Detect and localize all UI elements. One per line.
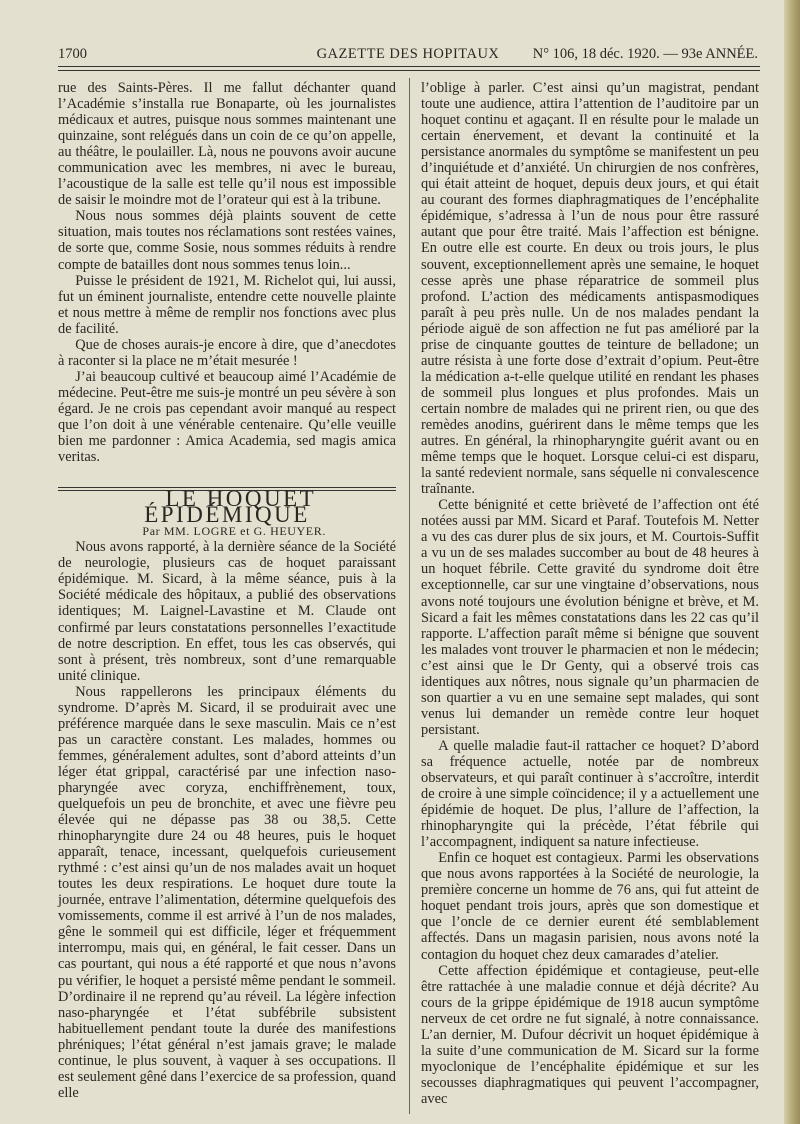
paragraph: Nous avons rapporté, à la dernière séance de la Société de neurologie, plusieurs cas de hoquet paraissant épidémique. M. Sicard, à la même séance, puis à la Société médicale des hôpitaux, a publié des observations identiques; M. Laignel-Lavastine et M. Claude ont confirmé par leurs constatations personnelles l’exactitude de notre description. En effet, tous les cas observés, qui sont à présent, très nombreux, sont d’une remarquable unité clinique. <box>58 539 396 684</box>
paragraph: Cette bénignité et cette brièveté de l’affection ont été notées aussi par MM. Sicard et Paraf. Toutefois M. Netter a vu des cas durer plus de six jours, et M. Courtois-Suffit a vu un de ses malades succomber au bout de 48 heures à un hoquet fébrile. Cette gravité du syndrome doit être exceptionnelle, car sur une vingtaine d’observations, nous avons noté toujours une évolution bénigne et brève, et M. Sicard a fait les mêmes constatations dans les 22 cas qu’il rapporte. L’affection paraît même si bénigne que souvent les malades vont trouver le pharmacien et non le médecin; c’est ainsi que le Dr Genty, qui a observé trois cas identiques aux nôtres, nous signale qu’un pharmacien de son quartier a vu en une semaine sept malades, qui sont venus lui demander un remède contre leur hoquet persistant. <box>421 497 759 738</box>
right-column <box>421 80 759 1107</box>
issue-info: N° 106, 18 déc. 1920. — 93e ANNÉE. <box>532 46 758 62</box>
paragraph: Enfin ce hoquet est contagieux. Parmi les observations que nous avons rapportées à la Société de neurologie, la première concerne un homme de 76 ans, qui fut atteint de hoquet pendant trois jours, après que son domestique et que l’oncle de ce dernier eurent été semblablement affectés. Dans un magasin parisien, nous avons noté la contagion du hoquet chez deux camarades d’atelier. <box>421 850 759 963</box>
paragraph: Nous rappellerons les principaux éléments du syndrome. D’après M. Sicard, il se produirait avec une préférence marquée dans le sexe masculin. Mais ce n’est pas un caractère constant. Les malades, hommes ou femmes, généralement adultes, sont d’abord atteints d’un léger état grippal, caractérisé par une infection naso-pharyngée avec coryza, enchiffrènement, toux, quelquefois un peu de bronchite, et avec une fièvre peu élevée qui ne dépasse pas 38 ou 38,5. Cette rhinopharyngite dure 24 ou 48 heures, puis le hoquet apparaît, tenace, incessant, quelquefois curieusement rythmé : c’est ainsi qu’un de nos malades avait un hoquet toutes les deux respirations. Le hoquet dure toute la journée, entrave l’alimentation, détermine quelquefois des vomissements, comme il est arrivé à l’un de nos malades, gêne le sommeil qui est difficile, léger et fréquemment interrompu, mais qui, en général, le fait cesser. Dans un cas pourtant, qui nous a été rapporté et que nous n’avons pu vérifier, le hoquet a persisté même pendant le sommeil. D’ordinaire il ne reprend qu’au réveil. La légère infection naso-pharyngée et l’état subfébrile subsistent habituellement pendant toute la durée des manifestions phréniques; l’état général n’est jamais grave; le malade continue, le plus souvent, à vaquer à ses occupations. Il est seulement gêné dans l’exercice de sa profession, quand elle <box>58 683 396 1101</box>
paragraph: J’ai beaucoup cultivé et beaucoup aimé l’Académie de médecine. Peut-être me suis-je montré un peu sévère à son égard. Je ne crois pas cependant avoir manqué au respect que l’on doit à une vénérable centenaire. Qu’elle veuille bien me pardonner : Amica Academia, sed magis amica veritas. <box>58 368 396 466</box>
header-rule <box>58 66 760 67</box>
paragraph: A quelle maladie faut-il rattacher ce hoquet? D’abord sa fréquence actuelle, notée par de nombreux observateurs, et qui paraît continuer à s’accroître, interdit de croire à une simple coïncidence; il y a actuellement une épidémie de hoquet. De plus, l’allure de l’affection, la rhinopharyngite qui la précède, l’état fébrile qui l’accompagnent, indiquent sa nature infectieuse. <box>421 737 759 851</box>
paragraph: Puisse le président de 1921, M. Richelot qui, lui aussi, fut un éminent journaliste, entendre cette nouvelle plainte et nous mettre à même de remplir nos fonctions avec plus de facilité. <box>58 272 396 337</box>
article-title: LE HOQUET ÉPIDÉMIQUE <box>144 486 317 528</box>
paragraph: Nous nous sommes déjà plaints souvent de cette situation, mais toutes nos réclamations sont restées vaines, de sorte que, comme Sosie, nous sommes réduits à rendre compte de batailles dont nous sommes tenus loin... <box>58 208 396 273</box>
page-header <box>58 44 758 66</box>
paragraph: rue des Saints-Pères. Il me fallut déchanter quand l’Académie s’installa rue Bonaparte, où les journalistes médicaux et autres, puisque nous sommes maintenant une quinzaine, sont relégués dans un coin de ce qu’on appelle, au théâtre, le poulailler. Là, nous ne pouvons avoir aucune communication avec les membres, ni avec le bureau, l’acoustique de la salle est telle qu’il nous est impossible de saisir le moindre mot de l’orateur qui est à la tribune. <box>58 80 396 209</box>
page-number: 1700 <box>58 46 87 62</box>
paragraph: Que de choses aurais-je encore à dire, que d’anecdotes à raconter si la place ne m’était mesurée ! <box>58 336 396 369</box>
page-edge <box>784 0 800 1124</box>
paragraph: Cette affection épidémique et contagieuse, peut-elle être rattachée à une maladie connue et déjà décrite? Au cours de la grippe épidémique de 1918 aucun symptôme nerveux de cet ordre ne fut signalé, à notre connaissance. L’an dernier, M. Dufour décrivit un hoquet épidémique à la suite d’une communication de M. Sicard sur la forme myoclonique de l’encéphalite épidémique et sur les secousses diaphragmatiques qui peuvent l’accompagner, avec <box>421 962 759 1107</box>
header-rule-double <box>58 70 760 71</box>
left-column <box>58 80 396 1101</box>
column-divider <box>409 78 410 1114</box>
paragraph: l’oblige à parler. C’est ainsi qu’un magistrat, pendant toute une audience, attira l’attention de l’auditoire par un hoquet continu et agaçant. Il en résulte pour le malade un certain énervement, et devant la continuité et la persistance anormales du symptôme se manifestent un peu d’inquiétude et d’anxiété. Un chirurgien de nos confrères, qui était atteint de hoquet, depuis deux jours, et qui était au courant des formes diaphragmatiques de l’encéphalite épidémique, s’adressa à l’un de nous pour être rassuré autant que pour être traité. Mais l’affection est bénigne. En outre elle est courte. En deux ou trois jours, le plus souvent, exceptionnellement après une semaine, le hoquet cesse après une phase réparatrice de sommeil plus profond. L’action des médicaments antispasmodiques paraît à peu près nulle. Un de nos malades pendant la période aiguë de son affection ne fut pas amélioré par la prise de cinquante gouttes de teinture de belladone; un autre résista à une forte dose d’extrait d’opium. Peut-être la médication a-t-elle quelque utilité en rendant les phases de sommeil plus longues et plus profondes. Mais un certain nombre de malades qui ne prirent rien, ou que des remèdes anodins, guérirent dans le même temps que les autres. En général, la rhinopharyngite guérit avant ou en même temps que le hoquet. Lorsque celui-ci est disparu, la santé redevient normale, sans séquelle ni convalescence traînante. <box>421 80 759 498</box>
article-byline: Par MM. LOGRE et G. HEUYER. <box>142 524 326 539</box>
journal-title: GAZETTE DES HOPITAUX <box>316 46 500 62</box>
